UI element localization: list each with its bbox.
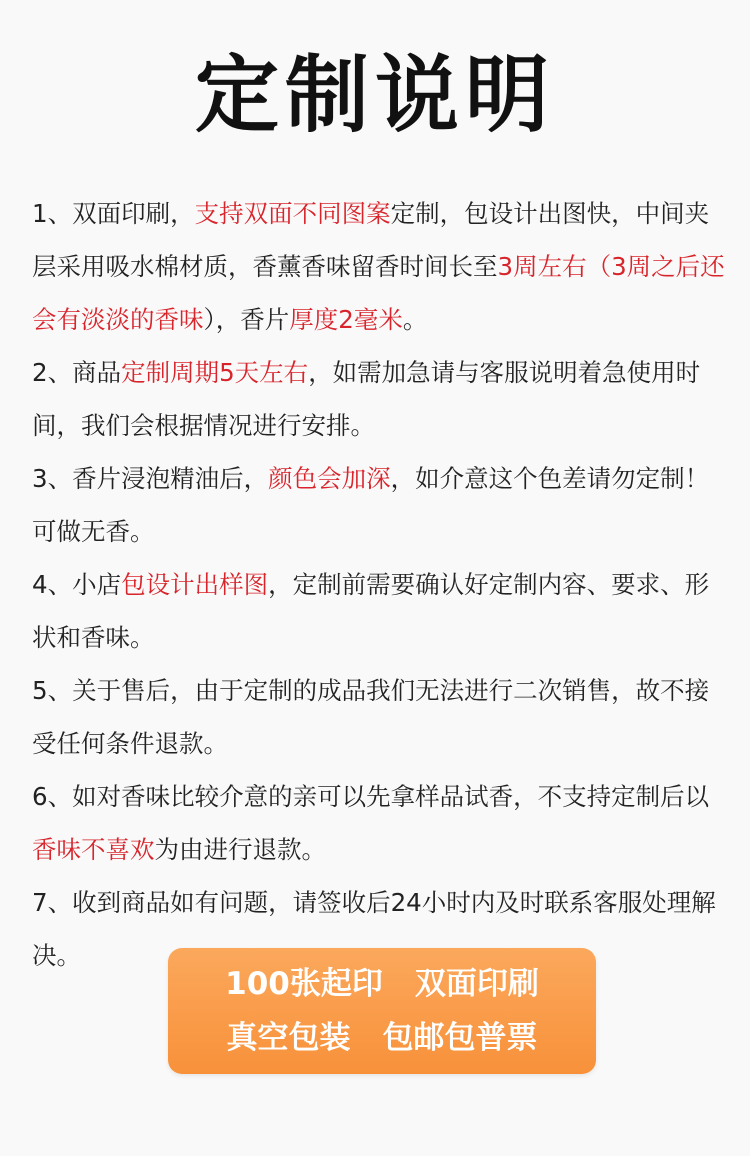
page-title: 定制说明: [194, 46, 555, 144]
highlight-text: 香味不喜欢: [32, 835, 155, 864]
badge-text-double-print: 双面印刷: [414, 966, 539, 1002]
segment: 1、双面印刷，: [32, 199, 195, 228]
segment: 。: [402, 305, 428, 334]
highlight-text: 包设计出样图: [121, 570, 269, 599]
badge-text-min-order: 100张起印: [225, 966, 383, 1002]
segment: 3、香片浸泡精油后，: [32, 464, 269, 493]
segment: 为由进行退款。: [154, 835, 326, 864]
instruction-item-1: [32, 187, 726, 346]
segment: 定制，包设计出图快，中间夹层采用吸水棉材质，香薰香味留香时间长至: [32, 199, 710, 281]
instruction-item-6: [32, 770, 726, 876]
segment: ，如需加急请与客服说明着急使用时间，我们会根据情况进行安排。: [32, 358, 701, 440]
badge-text-vacuum-pack: 真空包装: [226, 1020, 351, 1056]
badge-line-1: [168, 964, 596, 1004]
segment: ，如介意这个色差请勿定制！可做无香。: [32, 464, 710, 546]
highlight-text: 3周左右（3周之后还会有淡淡的香味: [32, 252, 725, 334]
segment: 4、小店: [32, 570, 122, 599]
instruction-item-4: [32, 558, 726, 664]
segment: 7、收到商品如有问题，请签收后24小时内及时联系客服处理解决。: [32, 888, 716, 970]
highlight-text: 厚度2毫米: [289, 305, 403, 334]
segment: 5、关于售后，由于定制的成品我们无法进行二次销售，故不接受任何条件退款。: [32, 676, 710, 758]
instruction-item-3: [32, 452, 726, 558]
segment: 2、商品: [32, 358, 122, 387]
highlight-text: 支持双面不同图案: [194, 199, 391, 228]
instruction-item-5: [32, 664, 726, 770]
instruction-item-2: [32, 346, 726, 452]
highlight-text: 颜色会加深: [268, 464, 391, 493]
highlight-text: 定制周期5天左右: [121, 358, 309, 387]
badge-text-free-shipping: 包邮包普票: [382, 1020, 538, 1056]
badge-line-2: [168, 1018, 596, 1058]
segment: ，定制前需要确认好定制内容、要求、形状和香味。: [32, 570, 710, 652]
instruction-list: [32, 187, 726, 982]
segment: ），香片: [203, 305, 290, 334]
service-badge: [168, 948, 596, 1074]
segment: 6、如对香味比较介意的亲可以先拿样品试香，不支持定制后以: [32, 782, 710, 811]
